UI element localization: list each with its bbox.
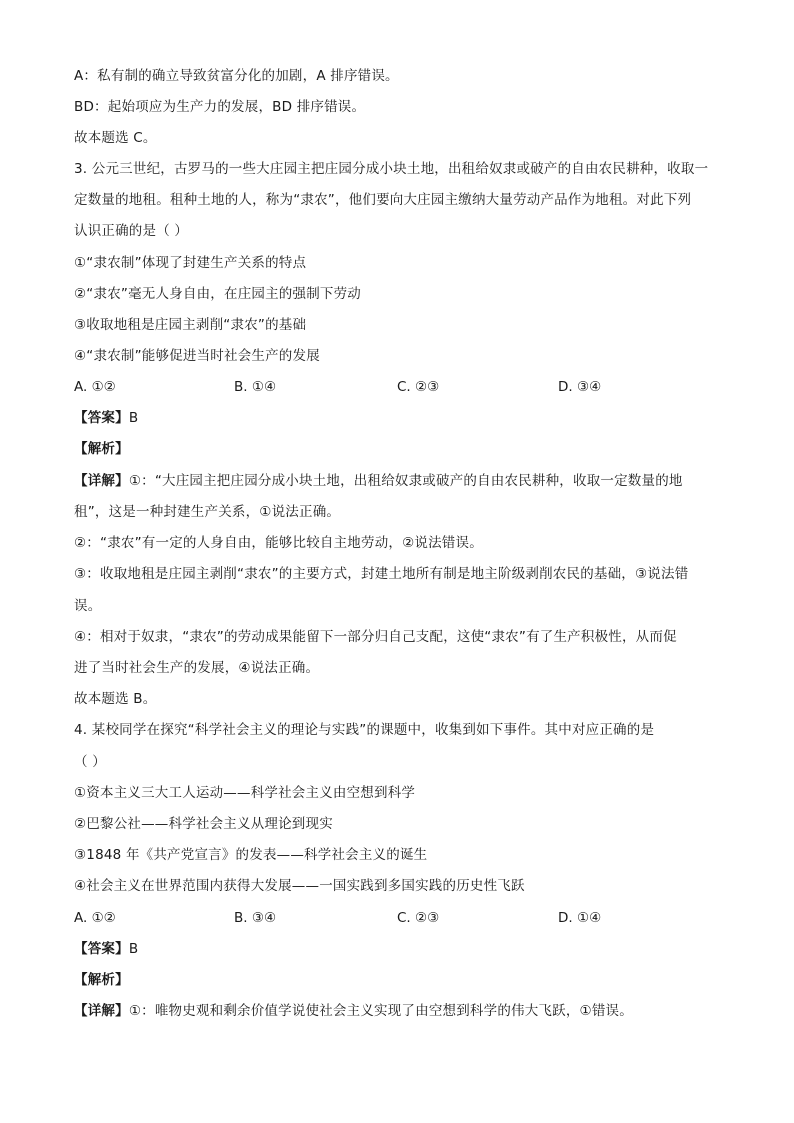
q3-option-b: B. ①④: [234, 379, 277, 395]
q3-answer: [74, 408, 138, 428]
q4-option-d: D. ①④: [558, 910, 602, 926]
q4-statement-4: ④社会主义在世界范围内获得大发展——一国实践到多国实践的历史性飞跃: [74, 878, 525, 894]
q3-stem-line-3: 认识正确的是（ ）: [74, 223, 189, 239]
q3-option-a: A. ①②: [74, 379, 116, 395]
answer-tag: 【答案】: [74, 941, 129, 957]
q3-detail-4-cont: 进了当时社会生产的发展，④说法正确。: [74, 660, 320, 676]
q4-statement-1: ①资本主义三大工人运动——科学社会主义由空想到科学: [74, 785, 416, 801]
q3-detail-1: 【详解】①：“大庄园主把庄园分成小块土地，出租给奴隶或破产的自由农民耕种，收取一定数量的地: [74, 473, 683, 489]
q4-option-c: C. ②③: [397, 910, 440, 926]
q3-statement-3: ③收取地租是庄园主剥削“隶农”的基础: [74, 317, 307, 333]
q3-stem-line-1: 3. 公元三世纪，古罗马的一些大庄园主把庄园分成小块土地，出租给奴隶或破产的自由农民耕种，收取一: [74, 161, 709, 177]
q3-analysis-tag: 【解析】: [74, 441, 129, 457]
q3-detail-1-cont: 租”，这是一种封建生产关系，①说法正确。: [74, 504, 341, 520]
answer-value: B: [128, 410, 139, 426]
q3-statement-4: ④“隶农制”能够促进当时社会生产的发展: [74, 348, 320, 364]
q3-option-d: D. ③④: [558, 379, 602, 395]
q3-stem-line-2: 定数量的地租。租种土地的人，称为“隶农”，他们要向大庄园主缴纳大量劳动产品作为地租。对此下列: [74, 192, 692, 208]
q4-option-a: A. ①②: [74, 910, 116, 926]
q4-detail-1: 【详解】①：唯物史观和剩余价值学说使社会主义实现了由空想到科学的伟大飞跃，①错误。: [74, 1003, 633, 1019]
q3-statement-2: ②“隶农”毫无人身自由，在庄园主的强制下劳动: [74, 286, 361, 302]
q4-stem-line-2: （ ）: [74, 754, 106, 770]
q2-analysis-a: A：私有制的确立导致贫富分化的加剧，A 排序错误。: [74, 68, 399, 84]
q4-statement-3: ③1848 年《共产党宣言》的发表——科学社会主义的诞生: [74, 847, 428, 863]
q3-statement-1: ①“隶农制”体现了封建生产关系的特点: [74, 255, 307, 271]
q4-analysis-tag: 【解析】: [74, 972, 129, 988]
q4-statement-2: ②巴黎公社——科学社会主义从理论到现实: [74, 816, 333, 832]
q3-detail-2: ②：“隶农”有一定的人身自由，能够比较自主地劳动，②说法错误。: [74, 535, 483, 551]
detail-tag: 【详解】: [74, 473, 129, 489]
detail-tag: 【详解】: [74, 1003, 129, 1019]
q3-conclusion: 故本题选 B。: [74, 691, 157, 707]
answer-value: B: [128, 941, 139, 957]
q2-conclusion: 故本题选 C。: [74, 130, 157, 146]
q4-answer: [74, 939, 138, 959]
q3-detail-4: ④：相对于奴隶，“隶农”的劳动成果能留下一部分归自己支配，这使“隶农”有了生产积极性，从而促: [74, 629, 677, 645]
q2-analysis-bd: BD：起始项应为生产力的发展，BD 排序错误。: [74, 99, 366, 115]
q3-option-c: C. ②③: [397, 379, 440, 395]
q4-stem-line-1: 4. 某校同学在探究“科学社会主义的理论与实践”的课题中，收集到如下事件。其中对应正确的是: [74, 722, 655, 738]
q3-detail-3: ③：收取地租是庄园主剥削“隶农”的主要方式，封建土地所有制是地主阶级剥削农民的基础，③说法错: [74, 566, 689, 582]
q3-detail-3-cont: 误。: [74, 598, 102, 614]
q4-option-b: B. ③④: [234, 910, 277, 926]
answer-tag: 【答案】: [74, 410, 129, 426]
